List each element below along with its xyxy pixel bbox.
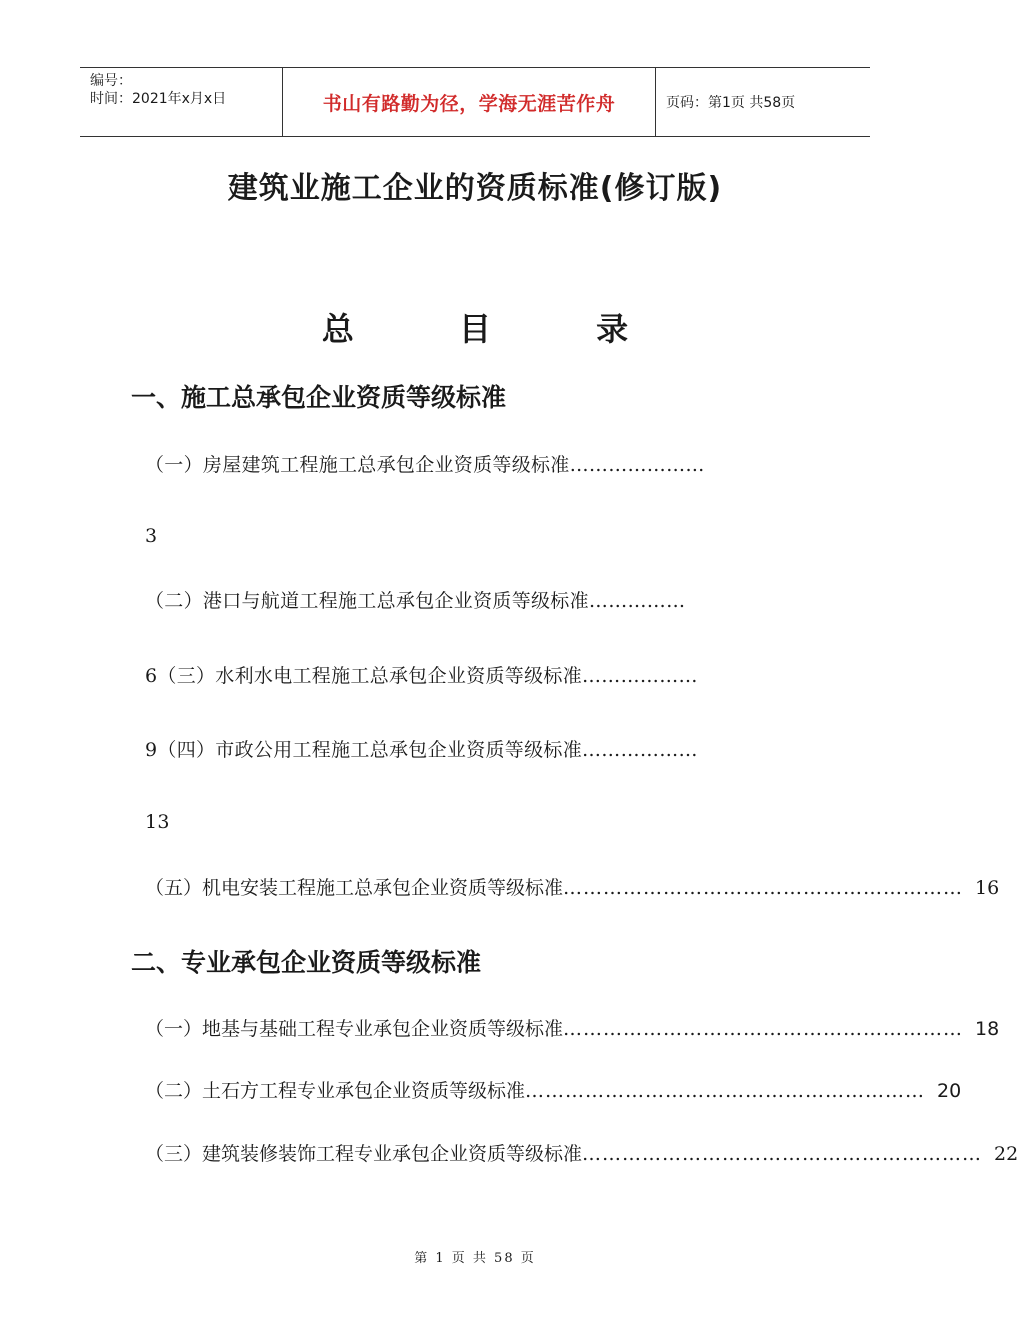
header-meta bbox=[80, 68, 282, 136]
leader-dots: …………………………………………………… bbox=[563, 1018, 964, 1040]
toc-line: （一）房屋建筑工程施工总承包企业资质等级标准………………… bbox=[145, 454, 705, 476]
toc-line: 6（三）水利水电工程施工总承包企业资质等级标准……………… bbox=[145, 665, 698, 687]
toc-entry-text: （一）地基与基础工程专业承包企业资质等级标准 bbox=[145, 1018, 564, 1040]
toc-heading bbox=[0, 304, 950, 350]
toc-entry-page: 18 bbox=[975, 1018, 1000, 1040]
section-heading-1: 一、施工总承包企业资质等级标准 bbox=[131, 383, 507, 412]
toc-entry-page: 20 bbox=[937, 1080, 962, 1102]
page-header bbox=[80, 67, 870, 137]
toc-entry-page: 22 bbox=[994, 1143, 1018, 1165]
toc-entry-page: 16 bbox=[975, 877, 1000, 899]
toc-line: 9（四）市政公用工程施工总承包企业资质等级标准……………… bbox=[145, 739, 698, 761]
header-motto: 书山有路勤为径，学海无涯苦作舟 bbox=[282, 68, 656, 136]
toc-entry bbox=[145, 873, 1000, 900]
toc-entry bbox=[145, 1076, 962, 1103]
page-footer: 第 1 页 共 58 页 bbox=[414, 1251, 536, 1266]
toc-entry bbox=[145, 1014, 1000, 1041]
toc-heading-char: 录 bbox=[596, 310, 629, 348]
leader-dots: …………………………………………………… bbox=[563, 877, 964, 899]
toc-entry-text: （五）机电安装工程施工总承包企业资质等级标准 bbox=[145, 877, 564, 899]
section-heading-2: 二、专业承包企业资质等级标准 bbox=[131, 948, 482, 977]
toc-line: （二）港口与航道工程施工总承包企业资质等级标准…………… bbox=[145, 590, 686, 612]
number-label: 编号： bbox=[90, 73, 132, 89]
toc-entry-text: （二）土石方工程专业承包企业资质等级标准 bbox=[145, 1080, 526, 1102]
toc-heading-char: 总 bbox=[321, 310, 354, 348]
time-label: 时间：2021年x月x日 bbox=[90, 91, 227, 107]
document-title: 建筑业施工企业的资质标准(修订版) bbox=[227, 171, 723, 206]
toc-entry bbox=[145, 1139, 1018, 1166]
toc-line: 13 bbox=[145, 811, 170, 833]
toc-heading-char: 目 bbox=[458, 310, 491, 348]
toc-entry-text: （三）建筑装修装饰工程专业承包企业资质等级标准 bbox=[145, 1143, 583, 1165]
leader-dots: …………………………………………………… bbox=[582, 1143, 983, 1165]
leader-dots: …………………………………………………… bbox=[525, 1080, 926, 1102]
header-page-info: 页码：第1页 共58页 bbox=[666, 95, 796, 111]
toc-line: 3 bbox=[145, 525, 158, 547]
